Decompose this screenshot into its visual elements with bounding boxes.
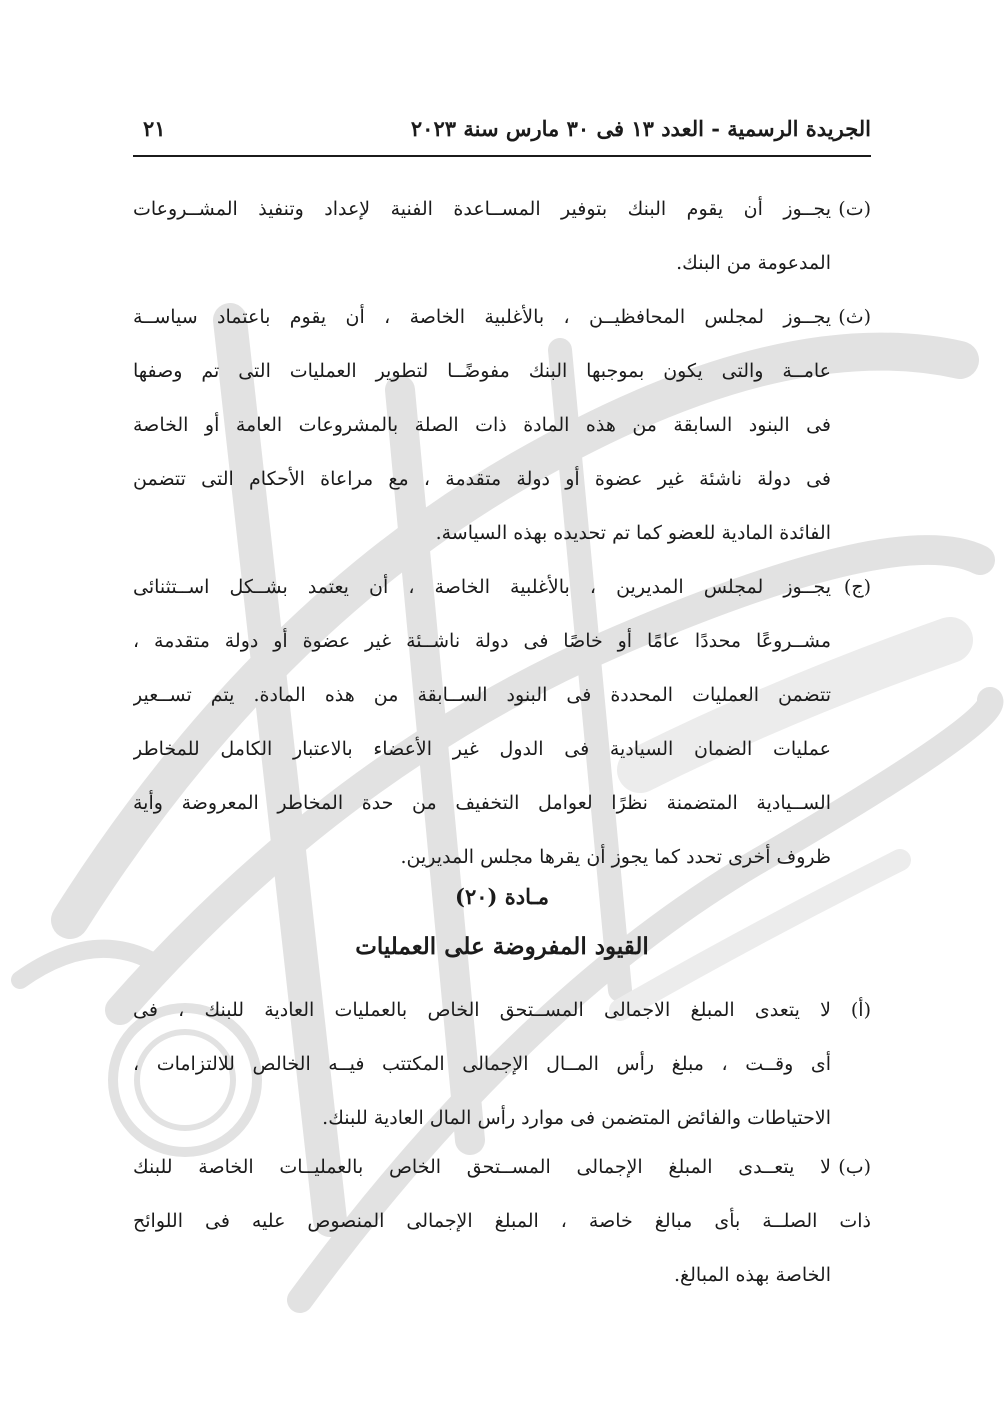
clause-line: المدعومة من البنك.: [676, 252, 831, 274]
clause-line: الاحتياطات والفائض المتضمن فى موارد رأس المال العادية للبنك.: [322, 1107, 831, 1129]
article-heading: مـادة (٢٠): [455, 884, 549, 909]
clause-line: عمليات الضمان السيادية فى الدول غير الأعضاء بالاعتبار الكامل للمخاطر: [133, 738, 831, 760]
clause-line: الســيادية المتضمنة نظرًا لعوامل التخفيف من حدة المخاطر المعروضة وأية: [133, 792, 831, 814]
clause-line: الفائدة المادية للعضو كما تم تحديده بهذه السياسة.: [435, 522, 831, 544]
clause-marker: (ت): [838, 198, 871, 220]
clause-ba: [133, 1140, 871, 1302]
gazette-issue-title: الجريدة الرسمية - العدد ١٣ فى ٣٠ مارس سنة ٢٠٢٣: [410, 116, 871, 141]
clause-alif: [133, 983, 871, 1145]
page-header: [133, 112, 871, 152]
clause-marker: (ب): [838, 1156, 871, 1178]
clause-line: لا يتعدى المبلغ الاجمالى المســتحق الخاص بالعمليات العادية للبنك ، فى: [133, 999, 831, 1021]
clause-line: يجــوز لمجلس المديرين ، بالأغلبية الخاصة ، أن يعتمد بشــكل اســتثنائى: [133, 576, 831, 598]
clause-marker: (ث): [838, 306, 871, 328]
clause-marker: (أ): [850, 999, 871, 1021]
clause-line: فى البنود السابقة من هذه المادة ذات الصلة بالمشروعات العامة أو الخاصة: [133, 414, 831, 436]
clause-line: لا يتعــدى المبلغ الإجمالى المســتحق الخاص بالعمليــات الخاصة للبنك: [133, 1156, 831, 1178]
clause-marker: (ج): [843, 576, 871, 598]
clause-line: عامــة والتى يكون بموجبها البنك مفوضًــا لتطوير العمليات التى تم وصفها: [133, 360, 831, 382]
clause-line: تتضمن العمليات المحددة فى البنود الســابقة من هذه المادة. يتم تســعير: [133, 684, 831, 706]
clause-line: الخاصة بهذه المبالغ.: [673, 1264, 831, 1286]
clause-line: ظروف أخرى تحدد كما يجوز أن يقرها مجلس المديرين.: [400, 846, 831, 868]
page-number: ٢١: [143, 116, 166, 141]
clause-line: يجــوز لمجلس المحافظيــن ، بالأغلبية الخاصة ، أن يقوم باعتماد سياســة: [133, 306, 831, 328]
header-divider: [133, 155, 871, 157]
clause-tha: [133, 290, 871, 560]
clause-jim: [133, 560, 871, 884]
clause-line: أى وقــت ، مبلغ رأس المــال الإجمالى المكتتب فيــه الخالص للالتزامات ،: [133, 1053, 831, 1075]
clause-ta: [133, 182, 871, 290]
clause-line: ذات الصلــة بأى مبالغ خاصة ، المبلغ الإجمالى المنصوص عليه فى اللوائح: [133, 1210, 871, 1232]
article-subheading: القيود المفروضة على العمليات: [355, 933, 649, 960]
clause-line: فى دولة ناشئة غير عضوة أو دولة متقدمة ، مع مراعاة الأحكام التى تتضمن: [133, 468, 831, 490]
clause-line: مشــروعًا محددًا عامًا أو خاصًا فى دولة ناشــئة غير عضوة أو دولة متقدمة ،: [133, 630, 831, 652]
clause-line: يجــوز أن يقوم البنك بتوفير المســاعدة الفنية لإعداد وتنفيذ المشــروعات: [133, 198, 831, 220]
